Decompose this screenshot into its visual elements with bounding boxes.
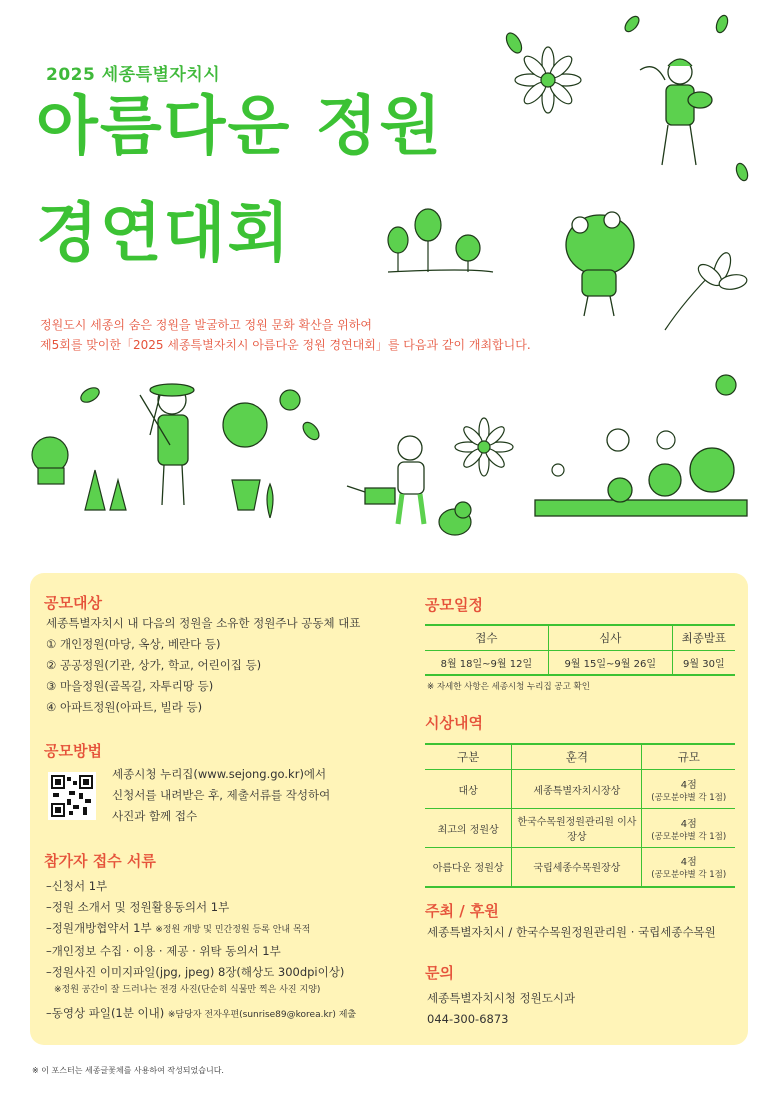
schedule-note: ※ 자세한 사항은 세종시청 누리집 공고 확인 (427, 682, 590, 692)
intro-line: 정원도시 세종의 숨은 정원을 발굴하고 정원 문화 확산을 위하여 (40, 318, 372, 332)
intro-text (40, 315, 531, 355)
method-line: 신청서를 내려받은 후, 제출서류를 작성하여 (112, 788, 331, 802)
host-title: 주최 / 후원 (425, 902, 499, 920)
item-note: ※정원 개방 및 민간정원 등록 안내 목적 (155, 925, 311, 935)
table-cell: 국립세종수목원장상 (512, 848, 642, 887)
list-item (46, 918, 356, 941)
list-item (46, 1003, 356, 1026)
planter-box (535, 429, 747, 516)
table-cell: 대상 (425, 770, 512, 809)
table-cell (642, 770, 735, 809)
table-cell: 9월 30일 (672, 651, 735, 676)
qr-code-icon[interactable] (48, 772, 96, 820)
photo-note: ※정원 공간이 잘 드러나는 전경 사진(단순히 식물만 찍은 사진 지양) (54, 985, 321, 995)
awards-title: 시상내역 (425, 714, 483, 732)
gardener-with-shears-figure (140, 384, 194, 505)
award-count: 4점 (680, 779, 697, 791)
lily-icon (665, 251, 748, 330)
table-header-row (425, 625, 735, 651)
table-header-row (425, 744, 735, 770)
table-cell: 8월 18일~9월 12일 (425, 651, 548, 676)
contact-title: 문의 (425, 964, 454, 982)
page-title-line2: 경연대회 (36, 197, 292, 271)
column-header: 접수 (425, 625, 548, 651)
table-row (425, 770, 735, 809)
gardener-girl-figure (640, 59, 712, 165)
column-header: 최종발표 (672, 625, 735, 651)
table-cell: 9월 15일~9월 26일 (548, 651, 672, 676)
list-item: ④ 아파트정원(아파트, 빌라 등) (46, 700, 203, 714)
column-header: 심사 (548, 625, 672, 651)
documents-title: 참가자 접수 서류 (44, 852, 156, 870)
watering-child-figure (347, 436, 424, 524)
list-item: ② 공공정원(기관, 상가, 학교, 어린이집 등) (46, 658, 262, 672)
tree-icon (388, 209, 493, 272)
list-item: –신청서 1부 (46, 879, 108, 893)
award-count: 4점 (680, 818, 697, 830)
column-header: 훈격 (512, 744, 642, 770)
award-count-note: (공모분야별 각 1점) (651, 792, 727, 803)
qr-code-graphic (51, 775, 93, 817)
list-item: –개인정보 수집 · 이용 · 제공 · 위탁 동의서 1부 (46, 944, 281, 958)
table-row (425, 848, 735, 887)
table-cell (642, 848, 735, 887)
event-year-city: 2025 세종특별자치시 (46, 65, 221, 85)
column-header: 규모 (642, 744, 735, 770)
page-title: 아름다운 정원 (36, 90, 444, 164)
cat-figure (439, 502, 471, 535)
table-row (425, 809, 735, 848)
documents-list (46, 876, 356, 1026)
list-item: –정원사진 이미지파일(jpg, jpeg) 8장(해상도 300dpi이상) (46, 965, 345, 979)
footer-note: ※ 이 포스터는 세종글꽃체를 사용하여 작성되었습니다. (32, 1066, 224, 1075)
table-cell (642, 809, 735, 848)
daisy-icon (455, 47, 581, 476)
item-text: –동영상 파일(1분 이내) (46, 1006, 165, 1020)
bouquet-figure (566, 212, 634, 316)
contact-info (427, 988, 575, 1030)
contact-phone: 044-300-6873 (427, 1012, 509, 1026)
target-list (46, 613, 360, 718)
method-line: 세종시청 누리집(www.sejong.go.kr)에서 (112, 767, 327, 781)
table-cell: 한국수목원정원관리원 이사장상 (512, 809, 642, 848)
schedule-table (425, 624, 735, 676)
schedule-title: 공모일정 (425, 596, 483, 614)
method-title: 공모방법 (44, 742, 102, 760)
awards-table (425, 743, 735, 888)
table-cell: 아름다운 정원상 (425, 848, 512, 887)
list-item: –정원 소개서 및 정원활용동의서 1부 (46, 900, 230, 914)
award-count-note: (공모분야별 각 1점) (651, 831, 727, 842)
item-note: ※담당자 전자우편(sunrise89@korea.kr) 제출 (167, 1010, 357, 1020)
list-item: ③ 마을정원(골목길, 자투리땅 등) (46, 679, 214, 693)
table-row (425, 651, 735, 676)
target-desc: 세종특별자치시 내 다음의 정원을 소유한 정원주나 공동체 대표 (46, 616, 361, 630)
table-cell: 세종특별자치시장상 (512, 770, 642, 809)
column-header: 구분 (425, 744, 512, 770)
method-text (112, 764, 330, 827)
award-count: 4점 (680, 857, 697, 869)
intro-line: 제5회를 맞이한「2025 세종특별자치시 아름다운 정원 경연대회」를 다음과 같이 개최합니다. (40, 338, 531, 352)
host-text: 세종특별자치시 / 한국수목원정원관리원 · 국립세종수목원 (427, 925, 716, 939)
list-item: ① 개인정원(마당, 옥상, 베란다 등) (46, 637, 221, 651)
target-title: 공모대상 (44, 594, 102, 612)
item-text: –정원개방협약서 1부 (46, 921, 152, 935)
table-cell: 최고의 정원상 (425, 809, 512, 848)
contact-org: 세종특별자치시청 정원도시과 (427, 991, 576, 1005)
ground-plants (32, 375, 736, 518)
award-count-note: (공모분야별 각 1점) (651, 870, 727, 881)
method-line: 사진과 함께 접수 (112, 809, 198, 823)
